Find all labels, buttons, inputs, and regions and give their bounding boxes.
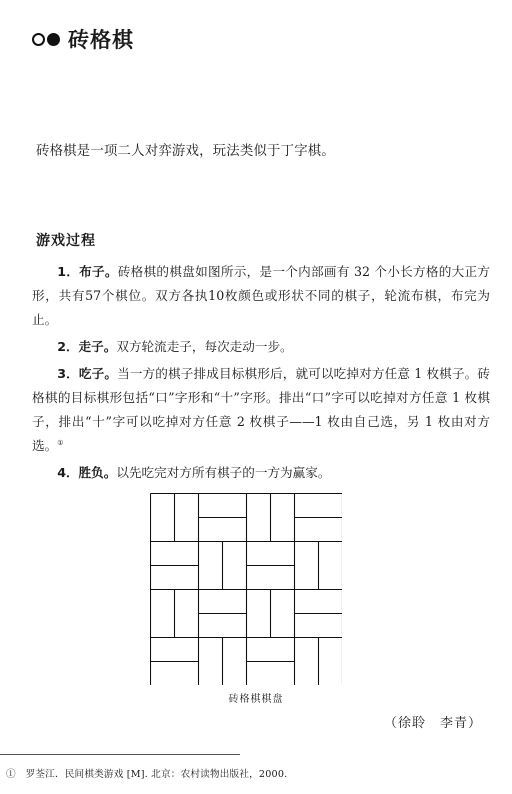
- intro-paragraph: 砖格棋是一项二人对弈游戏，玩法类似于丁字棋。: [36, 144, 335, 159]
- rule-paragraph-2: [32, 335, 490, 359]
- rule-label: 2．走子。: [57, 339, 117, 354]
- brick-board-svg: [150, 493, 342, 685]
- footnote: ① 罗荃江．民间棋类游戏 [M]. 北京：农村读物出版社，2000.: [6, 769, 288, 780]
- figure-caption: 砖格棋棋盘: [228, 694, 284, 705]
- rule-text: 以先吃完对方所有棋子的一方为赢家。: [116, 465, 331, 480]
- footnote-divider: [0, 754, 240, 755]
- rule-label: 1．布子。: [57, 264, 118, 279]
- rule-text: 砖格棋的棋盘如图所示，是一个内部画有 32 个小长方格的大正方形，共有57个棋位。双方各执10枚颜色或形状不同的棋子，轮流布棋，布完为止。: [32, 264, 490, 327]
- rule-paragraph-4: [32, 461, 490, 485]
- section-heading: 游戏过程: [36, 233, 96, 249]
- rule-text: 双方轮流走子，每次走动一步。: [116, 339, 293, 354]
- title-text: 砖格棋: [68, 28, 134, 52]
- rule-label: 4．胜负。: [57, 465, 117, 480]
- rule-paragraph-1: [32, 260, 490, 332]
- hollow-circle-icon: [32, 33, 45, 46]
- solid-circle-icon: [47, 33, 60, 46]
- page-title: [32, 24, 134, 54]
- rule-paragraph-3: [32, 362, 490, 458]
- title-ornament-icon: [32, 33, 60, 46]
- rules-body: [32, 260, 490, 488]
- footnote-marker[interactable]: ①: [57, 438, 64, 447]
- rule-label: 3．吃子。: [57, 366, 118, 381]
- brick-board-diagram: [150, 493, 342, 685]
- rule-text: 当一方的棋子排成目标棋形后，就可以吃掉对方任意 1 枚棋子。砖格棋的目标棋形包括“口”字形和“十”字形。排出“口”字可以吃掉对方任意 1 枚棋子，排出“十”字可以吃掉对方任意 2 枚棋子——1 枚由自己选，另 1 枚由对方选。: [32, 366, 491, 453]
- authors: （徐聆 李青）: [383, 716, 482, 731]
